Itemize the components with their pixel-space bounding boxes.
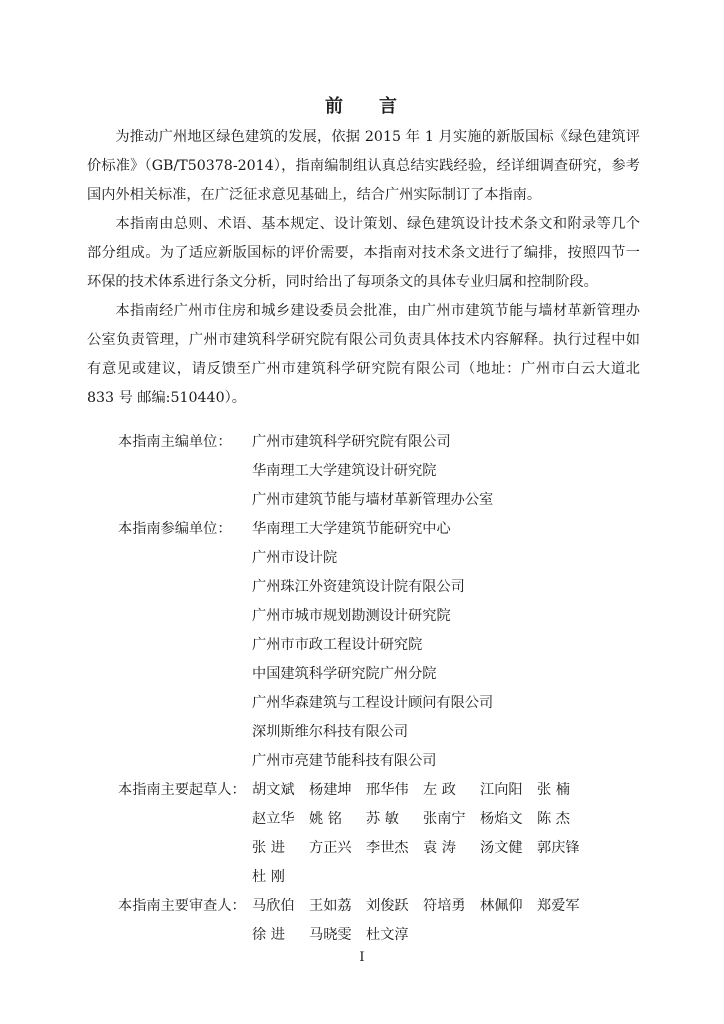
unit-item: 中国建筑科学研究院广州分院: [252, 666, 437, 682]
unit-item: 广州市城市规划勘测设计研究院: [252, 608, 451, 624]
unit-item: 广州市建筑科学研究院有限公司: [252, 434, 451, 450]
person-name: 邢华伟: [366, 782, 409, 798]
reviewers-label: 本指南主要审查人：: [118, 898, 246, 914]
unit-item: 深圳斯维尔科技有限公司: [252, 724, 409, 740]
unit-item: 华南理工大学建筑设计研究院: [252, 463, 437, 479]
paragraph: 本指南由总则、术语、基本规定、设计策划、绿色建筑设计技术条文和附录等几个部分组成。为了适应新版国标的评价需要，本指南对技术条文进行了编排，按照四节一环保的技术体系进行条文分析，同时给出了每项条文的具体专业归属和控制阶段。: [87, 216, 640, 290]
person-name: 马欣伯: [252, 898, 295, 914]
person-name: 陈 杰: [537, 811, 570, 827]
paragraph: 为推动广州地区绿色建筑的发展，依据 2015 年 1 月实施的新版国标《绿色建筑评价标准》（GB/T50378-2014），指南编制组认真总结实践经验，经详细调查研究，参考国内外相关标准，在广泛征求意见基础上，结合广州实际制订了本指南。: [87, 129, 640, 203]
unit-item: 广州市亮建节能科技有限公司: [252, 753, 437, 769]
person-name: 郭庆锋: [537, 840, 580, 856]
chief-units: [118, 428, 638, 515]
person-name: 左 政: [423, 782, 456, 798]
person-name: 徐 进: [252, 927, 285, 943]
name-row: [252, 776, 638, 805]
drafters: [118, 776, 638, 892]
person-name: 张南宁: [423, 811, 466, 827]
person-name: 马晓雯: [309, 927, 352, 943]
name-row: [252, 863, 638, 892]
paragraph: 本指南经广州市住房和城乡建设委员会批准，由广州市建筑节能与墙材革新管理办公室负责管理，广州市建筑科学研究院有限公司负责具体技术内容解释。执行过程中如有意见或建议，请反馈至广州市建筑科学研究院有限公司（地址：广州市白云大道北 833 号 邮编:510440）。: [87, 303, 640, 406]
contributors-section: [118, 428, 638, 950]
person-name: 郑爱军: [537, 898, 580, 914]
person-name: 刘俊跃: [366, 898, 409, 914]
preface-body: [87, 123, 640, 413]
unit-item: 广州市建筑节能与墙材革新管理办公室: [252, 492, 494, 508]
person-name: 姚 铭: [309, 811, 342, 827]
person-name: 袁 涛: [423, 840, 456, 856]
participating-units-label: 本指南参编单位：: [118, 521, 232, 537]
chief-units-label: 本指南主编单位：: [118, 434, 232, 450]
person-name: 苏 敏: [366, 811, 399, 827]
name-row: [252, 805, 638, 834]
person-name: 江向阳: [480, 782, 523, 798]
person-name: 杜文淳: [366, 927, 409, 943]
page-number: I: [359, 950, 365, 965]
name-row: [252, 834, 638, 863]
person-name: 杨建坤: [309, 782, 352, 798]
title-char-1: 前: [325, 96, 345, 117]
unit-item: 广州市市政工程设计研究院: [252, 637, 423, 653]
person-name: 符培勇: [423, 898, 466, 914]
title-char-2: 言: [379, 96, 399, 117]
person-name: 林佩仰: [480, 898, 523, 914]
unit-item: 华南理工大学建筑节能研究中心: [252, 521, 451, 537]
participating-units: [118, 515, 638, 776]
person-name: 李世杰: [366, 840, 409, 856]
person-name: 杨焰文: [480, 811, 523, 827]
person-name: 张 楠: [537, 782, 570, 798]
person-name: 张 进: [252, 840, 285, 856]
person-name: 胡文斌: [252, 782, 295, 798]
person-name: 汤文健: [480, 840, 523, 856]
name-row: [252, 892, 638, 921]
unit-item: 广州华森建筑与工程设计顾问有限公司: [252, 695, 494, 711]
page-title: [0, 92, 724, 118]
drafters-label: 本指南主要起草人：: [118, 782, 246, 798]
person-name: 杜 刚: [252, 869, 285, 885]
person-name: 王如荔: [309, 898, 352, 914]
unit-item: 广州市设计院: [252, 550, 338, 566]
reviewers: [118, 892, 638, 950]
person-name: 赵立华: [252, 811, 295, 827]
name-row: [252, 921, 638, 950]
unit-item: 广州珠江外资建筑设计院有限公司: [252, 579, 465, 595]
person-name: 方正兴: [309, 840, 352, 856]
